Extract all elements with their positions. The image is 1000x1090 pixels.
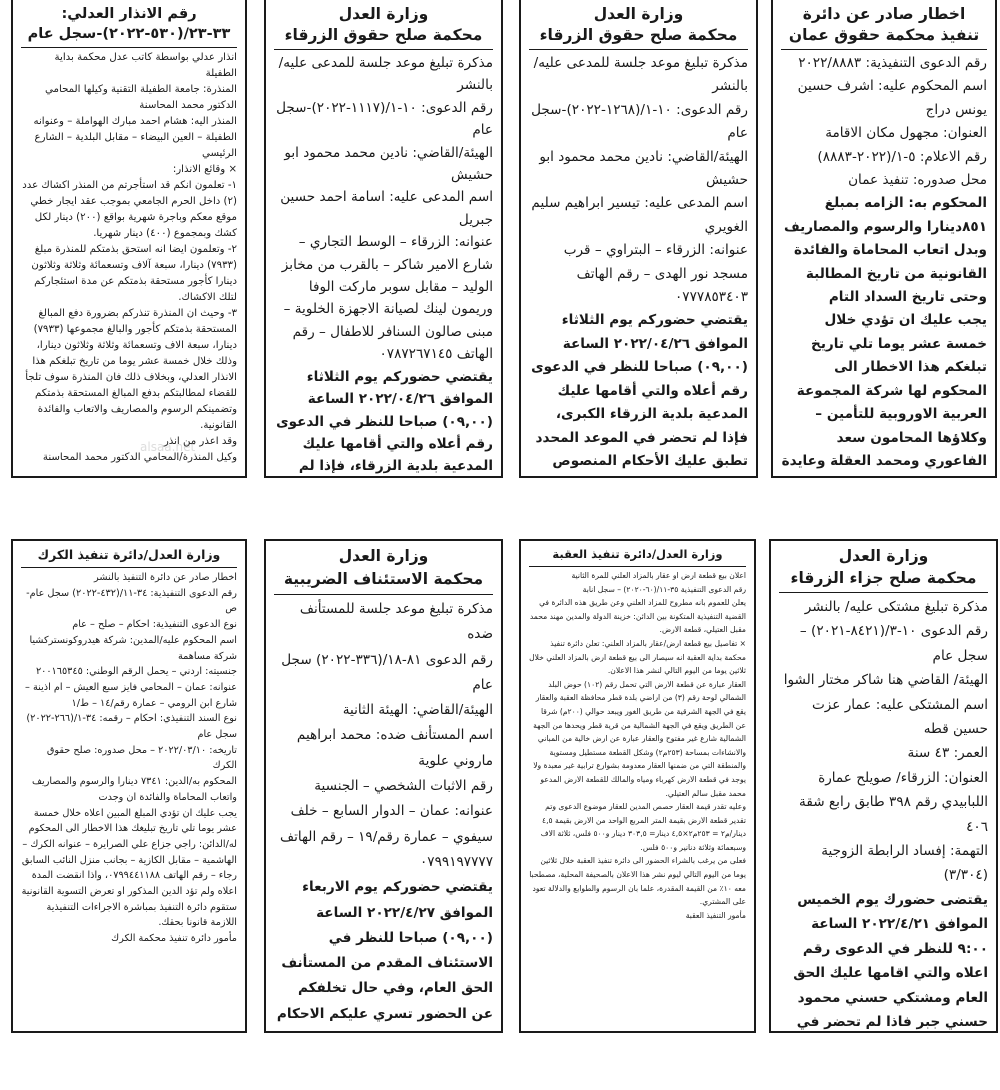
notice-zarqa-civil-2: [264, 0, 503, 478]
notice-line: رقم الدعوى التنفيذية: ٣٤-١١/(٤٣٢-٢٠٢٢) سجل عام-ص: [26, 587, 237, 615]
notice-line: العقار عبارة عن قطعة الارض التي تحمل رقم (١٠٢) حوض البلد الشمالي لوحة رقم (٣) من اراضي بلدة قطر محافظة العقبة والعقار يقع في الجهة الشرقية من طريق الغور ويبعد حوالي (٢٠٠م) شرقا عن الطريق ويقع في الجهة الشمالية من قرية قطر ويحدها من الجهة الشمالية شارع غير مفتوح والعقار عبارة عن ارض خالية من المباني والانشاءات بمساحة (٢٥٣م٢) وشكل القطعة مستطيل ومستوية والمنطقة التي من ضمنها العقار معدومة بشوارع ترابية غير معبدة ولا يوجد في قطعة الارض كهرباء ومياه والمالك للقطعة الارض المدعو محمد مقبل سالم العتيلي.: [533, 679, 746, 798]
divider: [274, 49, 493, 50]
notice-line: عنوانه: الزرقاء – البتراوي – قرب مسجد نور الهدى – رقم الهاتف ٠٧٧٧٨٥٣٤٠٣: [563, 242, 748, 306]
notice-line: العنوان: مجهول مكان الاقامة: [825, 125, 987, 142]
notice-line: رقم الاثبات الشخصي – الجنسية: [314, 778, 493, 795]
notice-header: رقم الانذار العدلي: ٣٣-٢٣/(٥٣٠-٢٠٢٢)-سجل عام: [27, 6, 231, 42]
notice-line: رقم الدعوى ٨١-١٨/(٣٣٦-٢٠٢٢) سجل عام: [281, 651, 493, 693]
watermark: alsaa.net: [140, 440, 196, 454]
notice-body: يقتضى حضورك يوم الخميس الموافق ٢٠٢٢/٤/٢١ الساعة ٩:٠٠ للنظر في الدعوى رقم اعلاه والتي اقامها عليك الحق العام ومشتكي حسني محمود حسني جبر فاذا لم تحضر في: [793, 891, 988, 1030]
notice-subheader: محكمة صلح حقوق الزرقاء: [284, 26, 483, 44]
notice-line: اعلان بيع قطعة ارض او عقار بالمزاد العلني للمرة الثانية: [571, 571, 746, 580]
notice-line: عنوانه: عمان – المحامي فايز سبع العيش – ام اذينة – شارع ابن الرومي – عمارة رقم/١٤ – ط/١: [25, 681, 237, 709]
notice-line: جنسيته: اردني – يحمل الرقم الوطني: ٢٠٠١٦٥٣٤٥: [35, 666, 237, 678]
notice-line: وقد اعذر من انذر: [163, 436, 237, 447]
notice-line: اسم المحكوم عليه/المدين: شركة هيدروكونستركشيا شركة مساهمة: [29, 634, 237, 662]
notice-line: الهيئة/ القاضي هنا شاكر مختار الشوا: [783, 672, 988, 689]
notice-line: وعليه تقدر قيمة العقار حصص المدين للعقار موضوع الدعوى وتم تقدير قطعة الارض بقيمة المتر المربع الواحد من الارض بقيمة ٤,٥ دينار/م٢ = ٢٥٣م٢×٤,٥ دينار= ٣٠٣,٥ دينار و٥٠٠ فلس، ثلاثة الاف وسبعمائة وثلاثة دنانير و٥٠٠ فلس.: [540, 802, 746, 852]
notice-line: مذكرة تبليغ موعد جلسة للمستأنف ضده: [299, 601, 493, 643]
notice-line: اسم المستأنف ضده: محمد ابراهيم ماروني علوية: [296, 727, 493, 769]
divider: [21, 567, 237, 568]
divider: [529, 49, 748, 50]
notice-subheader: محكمة صلح حقوق الزرقاء: [539, 26, 738, 44]
notice-line: ٢- وتعلمون ايضا انه استحق بذمتكم للمنذرة مبلغ (٧٩٣٣) دينارا، سبعة آلاف وتسعمائة وثلاثة وثلاثون دينارا كأجور مستحقة بذمتكم عن مدة استئجاركم لتلك الاكشاك.: [31, 244, 237, 303]
notice-judicial-warning: [11, 0, 247, 478]
notice-line: المحكوم به/الدين: ٧٣٤١ دينارا والرسوم والمصاريف واتعاب المحاماة والفائدة ان وجدت: [31, 776, 237, 803]
notice-line: × وقائع الانذار:: [172, 164, 237, 175]
notice-line: اخطار صادر عن دائرة التنفيذ بالنشر: [93, 572, 237, 583]
notice-line: تاريخه: ٢٠٢٢/٠٣/١٠ – محل صدوره: صلح حقوق الكرك: [46, 744, 237, 772]
notice-line: مذكرة تبليغ موعد جلسة للمدعى عليه/بالنشر: [278, 55, 493, 94]
notice-line: نوع السند التنفيذي: احكام – رقمه: ٣٤-١/(٢٦٦-٢٠٢٢) سجل عام: [26, 713, 237, 741]
notice-line: × تفاصيل بيع قطعة ارض/عقار بالمزاد العلني: تعلن دائرة تنفيذ محكمة بداية العقبة انه سيصار الى بيع قطعة ارض بالمزاد العلني خلال ثلاثين يوما من اليوم التالي لنشر هذا الاعلان.: [529, 638, 746, 676]
notice-line: رقم الدعوى: ١٠-١/(١٢٦٨-٢٠٢٢)-سجل عام: [531, 101, 748, 142]
notice-amman-enforcement: [771, 0, 997, 478]
notice-line: محل صدوره: تنفيذ عمان: [848, 172, 987, 189]
notice-line: نوع الدعوى التنفيذية: احكام – صلح – عام: [72, 619, 237, 631]
notice-header: وزارة العدل: [338, 547, 429, 565]
notice-line: رقم الدعوى ١٠-٣/(٨٤٢١-٢٠٢١) – سجل عام: [799, 623, 988, 664]
notice-line: المنذر اليه: هشام احمد مبارك الهواملة – وعنوانه الطفيلة – العين البيضاء – مقابل البلدية – الشارع الرئيسي: [33, 116, 237, 159]
notice-line: ٣- وحيث ان المنذرة تنذركم بضرورة دفع المبالغ المستحقة بذمتكم كأجور والبالغ مجموعها (٧٩٣٣) دينارا، سبعة الاف وتسعمائة وثلاثة وثلاثون دينارا، وذلك خلال خمسة عشر يوما من تاريخ تبلغكم هذا الانذار العدلي، وبخلاف ذلك فان المنذرة سوف تلجأ للقضاء لمطالبتكم بدفع المبالغ المستحقة بذمتكم وتضمينكم الرسوم والمصاريف والاتعاب والفائدة القانونية.: [25, 308, 237, 431]
notice-line: رقم الدعوى التنفيذية: ٢٠٢٢/٨٨٨٣: [798, 55, 987, 71]
notice-line: المحكوم به: الزامه بمبلغ ٨٥١دينارا والرسوم والمصاريف وبدل اتعاب المحاماة والفائدة القانونية من تاريخ المطالبة وحتى تاريخ السداد التام: [783, 195, 987, 306]
notice-header: وزارة العدل: [593, 5, 684, 23]
notice-line: العنوان: الزرقاء/ صويلح عمارة اللبابيدي رقم ٣٩٨ طابق رابع شقة ٤٠٦: [799, 769, 988, 835]
notice-line: اسم المحكوم عليه: اشرف حسين يونس دراج: [797, 78, 987, 118]
notice-header: وزارة العدل: [838, 547, 929, 565]
notice-line: اسم المدعى عليه: اسامة احمد حسين جبريل: [280, 189, 493, 228]
notice-line: رقم الدعوى التنفيذية ٣٥-١١/(٦٠-٢٠٢٠) – سجل انابة: [582, 584, 746, 594]
divider: [779, 592, 988, 593]
notice-header: وزارة العدل: [338, 5, 429, 23]
notice-line: عنوانه: عمان – الدوار السابع – خلف سيفوي – عمارة رقم/١٩ – رقم الهاتف ٠٧٩٩١٩٧٧٧٧: [280, 803, 493, 870]
notice-aqaba-auction: [519, 539, 756, 1033]
notice-line: مذكرة تبليغ مشتكى عليه/ بالنشر: [804, 599, 988, 615]
notice-line: مذكرة تبليغ موعد جلسة للمدعى عليه/بالنشر: [533, 55, 748, 95]
notice-line: الهيئة/القاضي: نادين محمد محمود ابو حشيش: [284, 144, 493, 184]
notice-line: التهمة: إفساد الرابطة الزوجية (٣/٣٠٤): [821, 843, 988, 884]
notice-body: يقتضي حضوركم يوم الثلاثاء الموافق ٢٠٢٢/٠٤/٢٦ الساعة (٠٩,٠٠) صباحا للنظر في الدعوى رقم أعلاه والتي أقامها عليك المدعية بلدية الزرقاء، فإذا لم: [276, 368, 493, 475]
divider: [781, 49, 987, 50]
notice-line: انذار عدلي بواسطة كاتب عدل محكمة بداية الطفيلة: [54, 52, 237, 79]
notice-header: وزارة العدل/دائرة تنفيذ العقبة: [552, 547, 723, 561]
notice-line: فعلى من يرغب بالشراء الحضور الى دائرة تنفيذ العقبة خلال ثلاثين يوما من اليوم التالي ليوم نشر هذا الاعلان بالصحيفة المحلية، مصطحبا معه ١٠٪ من القيمة المقدرة، علما بان الرسوم والطوابع والدلالة تعود على المشتري.: [529, 856, 746, 907]
notice-line: عنوانه: الزرقاء – الوسط التجاري – شارع الامير شاكر – بالقرب من مخابز الوليد – مقابل سوبر ماركت الوفا وريمون لينك لصيانة الاجهزة الخلوية – مبنى صالون السنافر للاطفال – رقم الهاتف ٠٧٨٧٢٦٧١٤٥: [281, 234, 493, 363]
divider: [21, 47, 237, 48]
notice-line: يجب عليك ان تؤدي المبلغ المبين اعلاه خلال خمسة عشر يوما تلي تاريخ تبليغك هذا الاخطار الى المحكوم له/الدائن: راجي جزاع علي الصرايرة – عنوانه الكرك – الهاشمية – مقابل الكازية – بجانب منزل النائب السابق رجاء – رقم الهاتف ٠٧٩٩٤٤١١٨٨، واذا انقضت المدة اعلاه ولم تؤد الدين المذكور او تعرض التسوية القانونية ستقوم دائرة التنفيذ بمباشرة الاجراءات التنفيذية اللازمة قانونا بحقك.: [21, 807, 237, 929]
notice-subheader: محكمة الاستئناف الضريبية: [283, 570, 484, 588]
notice-line: اسم المدعى عليه: تيسير ابراهيم سليم الغويري: [531, 195, 748, 235]
notice-line: وكيل المنذرة/المحامي الدكتور محمد المحاسنة: [42, 452, 237, 463]
notice-line: مأمور دائرة تنفيذ محكمة الكرك: [111, 933, 237, 945]
notice-line: اسم المشتكى عليه: عمار عزت حسين قطه: [811, 696, 988, 738]
notice-line: الهيئة/القاضي: الهيئة الثانية: [342, 702, 493, 719]
notice-line: ١- تعلمون انكم قد استأجرتم من المنذر اكشاك عدد (٢) داخل الحرم الجامعي بموجب عقد ايجار خطي موقع معكم وباجرة شهرية بواقع (٢٠٠) دينار لكل كشك وبمجموع (٤٠٠) دينار شهريا.: [22, 180, 237, 239]
notice-header: اخطار صادر عن دائرة تنفيذ محكمة حقوق عمان: [788, 5, 980, 44]
notice-line: الهيئة/القاضي: نادين محمد محمود ابو حشيش: [539, 148, 748, 189]
notice-header: وزارة العدل/دائرة تنفيذ الكرك: [37, 547, 221, 562]
notice-zarqa-criminal: [769, 539, 998, 1033]
notice-line: يعلن للعموم بانه مطروح للمزاد العلني وعن طريق هذه الدائرة في القضية التنفيذية المتكونة بين الدائن: خزينة الدولة والمدين مهند محمد مقبل العتيلي، قطعة الارض.: [529, 598, 746, 635]
notice-body: يجب عليك ان تؤدي خلال خمسة عشر يوما تلي تاريخ تبلغكم هذا الاخطار الى المحكوم لها شركة المجموعة العربية الاوروبية للتأمين – وكلاؤها المحامون سعد الفاعوري ومحمد العقلة وعايدة: [781, 312, 987, 469]
divider: [274, 594, 493, 595]
notice-subheader: محكمة صلح جزاء الزرقاء: [790, 569, 977, 587]
notice-zarqa-civil-1: [519, 0, 758, 478]
notice-line: مأمور التنفيذ العقبة: [685, 910, 746, 920]
divider: [529, 566, 746, 567]
notice-body: يقتضي حضوركم يوم الاربعاء الموافق ٢٠٢٢/٤/٢٧ الساعة (٠٩,٠٠) صباحا للنظر في الاستئناف المقدم من المستأنف الحق العام، وفي حال تخلفكم عن الحضور تسري عليكم الاحكام: [276, 879, 493, 1022]
notice-karak-enforcement: [11, 539, 247, 1033]
notice-line: المنذرة: جامعة الطفيلة التقنية وكيلها المحامي الدكتور محمد المحاسنة: [45, 84, 237, 111]
notice-tax-appeal: [264, 539, 503, 1033]
notice-line: رقم الدعوى: ١٠-١/(١١١٧-٢٠٢٢)-سجل عام: [276, 99, 493, 139]
notice-body: يقتضي حضوركم يوم الثلاثاء الموافق ٢٠٢٢/٠٤/٢٦ الساعة (٠٩,٠٠) صباحا للنظر في الدعوى رقم أعلاه والتي أقامها عليك المدعية بلدية الزرقاء الكبرى، فإذا لم تحضر في الموعد المحدد تطبق عليك الأحكام المنصوص: [531, 312, 748, 469]
notice-line: العمر: ٤٣ سنة: [907, 745, 988, 762]
notice-line: رقم الاعلام: ٥-١/(٢٠٢٢-٨٨٨٣): [817, 148, 987, 165]
